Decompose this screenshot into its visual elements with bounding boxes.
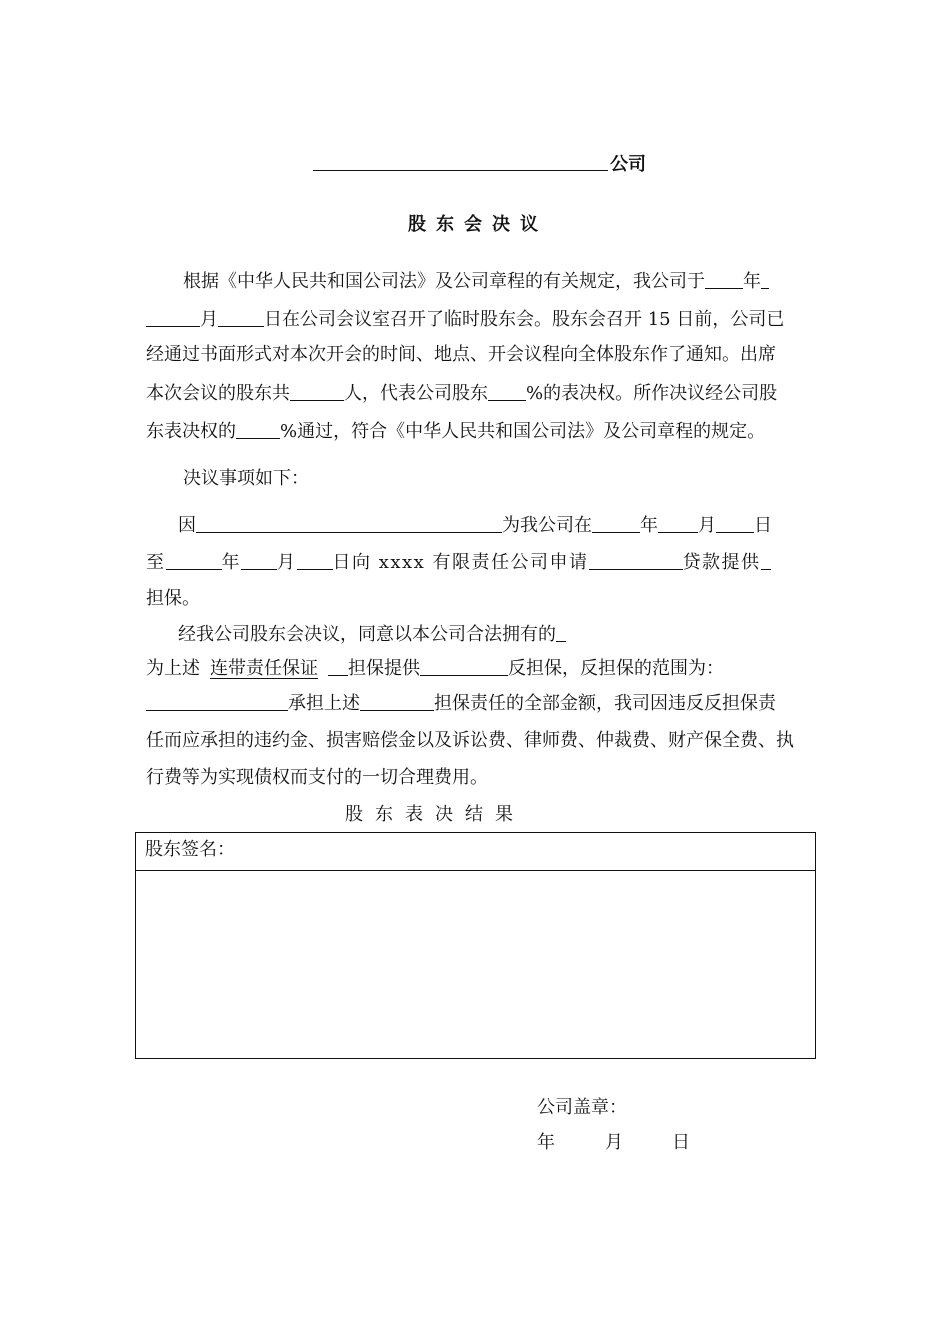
signature-row (136, 833, 815, 871)
reason-blank[interactable] (196, 512, 502, 533)
intro-line-4 (146, 380, 777, 406)
intro-line-2 (146, 306, 784, 332)
liability-blank[interactable] (360, 690, 434, 711)
items-heading: 决议事项如下： (183, 468, 309, 489)
guarantee-type-tail[interactable] (328, 655, 348, 676)
asset-blank[interactable] (556, 621, 566, 642)
scope-blank[interactable] (146, 690, 288, 711)
end-month-blank[interactable] (241, 549, 277, 570)
signature-label: 股东签名： (145, 839, 235, 860)
item1-text: 日 (754, 515, 772, 536)
item1-text: 日向 xxxx 有限责任公司申请 (332, 552, 589, 573)
month-blank-start[interactable] (761, 268, 769, 289)
item2-text: 承担上述 (288, 693, 360, 714)
item1-text: 因 (178, 515, 196, 536)
item1-text: 月 (698, 515, 716, 536)
month-label: 月 (200, 309, 218, 330)
item2-line-2 (146, 655, 724, 681)
shareholder-count-blank[interactable] (290, 380, 344, 401)
end-day-blank[interactable] (297, 549, 333, 570)
item1-line-3: 担保。 (146, 588, 200, 609)
item2-line-1 (178, 621, 566, 647)
footer-day: 日 (672, 1132, 690, 1153)
item1-text: 至 (146, 552, 166, 573)
start-year-blank[interactable] (592, 512, 640, 533)
share-percent-blank[interactable] (488, 380, 526, 401)
start-month-blank[interactable] (658, 512, 698, 533)
intro-text: 本次会议的股东共 (146, 383, 290, 404)
vote-title: 股东表决结果 (345, 804, 525, 825)
guarantee-type-blank[interactable] (761, 549, 771, 570)
year-label: 年 (743, 271, 761, 292)
item2-text: 为上述 (146, 658, 200, 679)
item2-line-3 (146, 690, 776, 716)
counter-guarantee-blank[interactable] (420, 655, 508, 676)
item2-text: 担保提供 (348, 658, 420, 679)
intro-text: 人，代表公司股东 (344, 383, 488, 404)
day-blank[interactable] (218, 306, 264, 327)
item2-text: 经我公司股东会决议，同意以本公司合法拥有的 (178, 624, 556, 645)
item2-line-4: 任而应承担的违约金、损害赔偿金以及诉讼费、律师费、仲裁费、财产保全费、执 (146, 730, 794, 751)
intro-line-3: 经通过书面形式对本次开会的时间、地点、开会议程向全体股东作了通知。出席 (146, 344, 776, 365)
guarantee-type-value: 连带责任保证 (210, 658, 318, 679)
item1-text: 贷款提供 (682, 552, 761, 573)
item2-text: 担保责任的全部金额，我司因违反反担保责 (434, 693, 776, 714)
month-blank[interactable] (146, 306, 200, 327)
page-title: 股东会决议 (408, 214, 548, 235)
item1-line-1 (178, 512, 772, 538)
item1-text: 月 (277, 552, 297, 573)
end-year-blank[interactable] (166, 549, 222, 570)
company-seal-label: 公司盖章： (537, 1097, 627, 1118)
intro-text: 日在公司会议室召开了临时股东会。股东会召开 15 日前，公司已 (264, 309, 785, 330)
intro-text: %的表决权。所作决议经公司股 (526, 383, 778, 404)
item2-line-5: 行费等为实现债权而支付的一切合理费用。 (146, 767, 488, 788)
item1-text: 年 (221, 552, 241, 573)
year-blank[interactable] (705, 268, 743, 289)
intro-text: %通过，符合《中华人民共和国公司法》及公司章程的规定。 (280, 421, 766, 442)
loan-amount-blank[interactable] (589, 549, 683, 570)
intro-text: 根据《中华人民共和国公司法》及公司章程的有关规定，我公司于 (183, 271, 705, 292)
start-day-blank[interactable] (716, 512, 754, 533)
item1-text: 为我公司在 (502, 515, 592, 536)
company-suffix: 公司 (610, 154, 646, 175)
item1-text: 年 (640, 515, 658, 536)
signature-area[interactable] (136, 871, 815, 1058)
intro-line-5 (146, 418, 765, 444)
pass-percent-blank[interactable] (236, 418, 280, 439)
vote-table (135, 832, 816, 1059)
footer-month: 月 (605, 1132, 623, 1153)
intro-text: 东表决权的 (146, 421, 236, 442)
item2-text: 反担保，反担保的范围为： (508, 658, 724, 679)
intro-line-1 (183, 268, 769, 294)
item1-line-2 (146, 549, 771, 575)
company-name-blank[interactable] (313, 170, 608, 171)
footer-year: 年 (537, 1132, 555, 1153)
